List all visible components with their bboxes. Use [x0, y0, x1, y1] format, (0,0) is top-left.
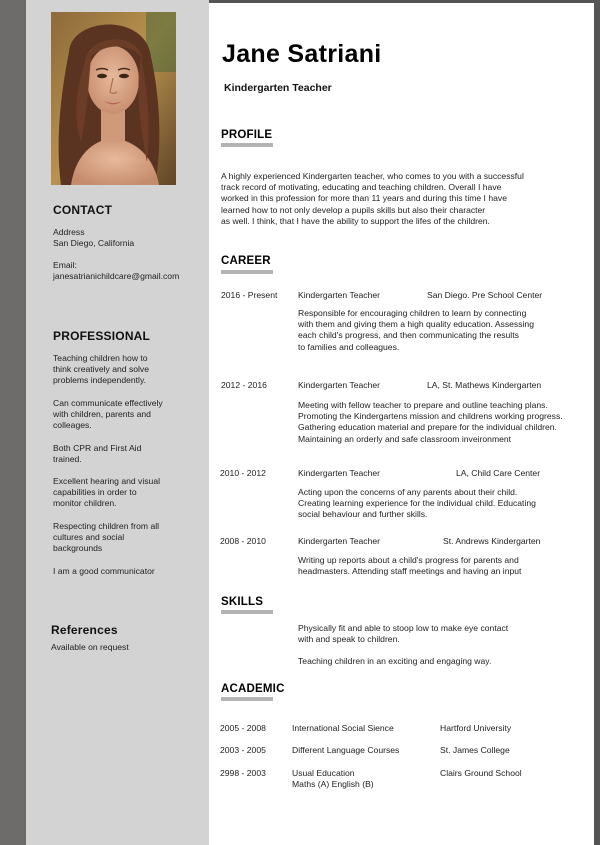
job-dates: 2012 - 2016 [221, 380, 267, 390]
job-role: Kindergarten Teacher [298, 380, 381, 390]
job-description: Responsible for encouraging children to learn by connecting with them and giving them a high quality education. Assessing each child's progress, and then communicating the results to families and colleagues. [298, 308, 534, 352]
job-description: Acting upon the concerns of any parents about their child. Creating learning experience for the individual child. Educating social behaviour and further skills. [298, 487, 536, 520]
academic-school: St. James College [440, 745, 510, 755]
career-heading: CAREER [221, 255, 271, 267]
job-place: San Diego. Pre School Center [427, 290, 543, 300]
right-edge-bar [594, 0, 600, 845]
profile-heading: PROFILE [221, 129, 273, 141]
job-description: Writing up reports about a child's progress for parents and headmasters. Attending staff meetings and having an input [298, 555, 522, 577]
references-heading: References [51, 623, 118, 637]
address-label: Address [53, 227, 85, 237]
job-place: LA, St. Mathews Kindergarten [427, 380, 542, 390]
professional-item: Both CPR and First Aid trained. [53, 443, 142, 465]
job-role: Kindergarten Teacher [298, 468, 381, 478]
skill-item: Physically fit and able to stoop low to make eye contact with and speak to children. [298, 623, 509, 645]
job-title: Kindergarten Teacher [224, 82, 332, 94]
job-role: Kindergarten Teacher [298, 536, 381, 546]
job-dates: 2008 - 2010 [220, 536, 266, 546]
academic-school: Hartford University [440, 723, 512, 733]
academic-dates: 2998 - 2003 [220, 768, 266, 778]
professional-item: Teaching children how to think creatively and solve problems independently. [53, 353, 150, 386]
job-place: LA, Child Care Center [456, 468, 541, 478]
top-border [209, 0, 594, 3]
academic-extra: Maths (A) English (B) [292, 779, 374, 789]
references-text: Available on request [51, 642, 129, 652]
contact-heading: CONTACT [53, 203, 113, 217]
section-underline [221, 270, 273, 274]
skill-item: Teaching children in an exciting and engaging way. [298, 656, 492, 666]
academic-dates: 2005 - 2008 [220, 723, 266, 733]
academic-subject: Different Language Courses [292, 745, 400, 755]
job-place: St. Andrews Kindergarten [443, 536, 541, 546]
email-label: Email: [53, 260, 77, 270]
job-dates: 2016 - Present [221, 290, 278, 300]
profile-text: A highly experienced Kindergarten teacher, who comes to you with a successful track record of motivating, educating and teaching children. Overall I have worked in this profession for more than 11 years and during this time I have learned how to not only develop a pupils skills but also their character as well. I think, that I have the ability to support the lifes of the children. [221, 171, 524, 226]
left-edge-bar [0, 0, 26, 845]
section-underline [221, 697, 273, 701]
job-dates: 2010 - 2012 [220, 468, 266, 478]
job-description: Meeting with fellow teacher to prepare and outline teaching plans. Promoting the Kindergartens mission and childrens working progress. Gathering education material and prepare for the individual children. Maintaining an orderly and safe classroom inveironment [298, 400, 563, 444]
professional-item: Respecting children from all cultures and social backgrounds [53, 521, 160, 554]
job-role: Kindergarten Teacher [298, 290, 381, 300]
academic-dates: 2003 - 2005 [220, 745, 266, 755]
academic-school: Clairs Ground School [440, 768, 522, 778]
section-underline [221, 143, 273, 147]
professional-item: I am a good communicator [53, 566, 155, 576]
professional-item: Excellent hearing and visual capabilities in order to monitor children. [53, 476, 161, 509]
section-underline [221, 610, 273, 614]
profile-photo [51, 12, 176, 185]
academic-subject: International Social Sience [292, 723, 394, 733]
professional-heading: PROFESSIONAL [53, 329, 151, 343]
address-value: San Diego, California [53, 238, 135, 248]
candidate-name: Jane Satriani [222, 40, 382, 68]
academic-heading: ACADEMIC [221, 683, 285, 695]
skills-heading: SKILLS [221, 596, 264, 608]
email-value[interactable]: janesatrianichildcare@gmail.com [53, 271, 180, 281]
professional-item: Can communicate effectively with children, parents and colleages. [53, 398, 163, 431]
academic-subject: Usual Education [292, 768, 355, 778]
